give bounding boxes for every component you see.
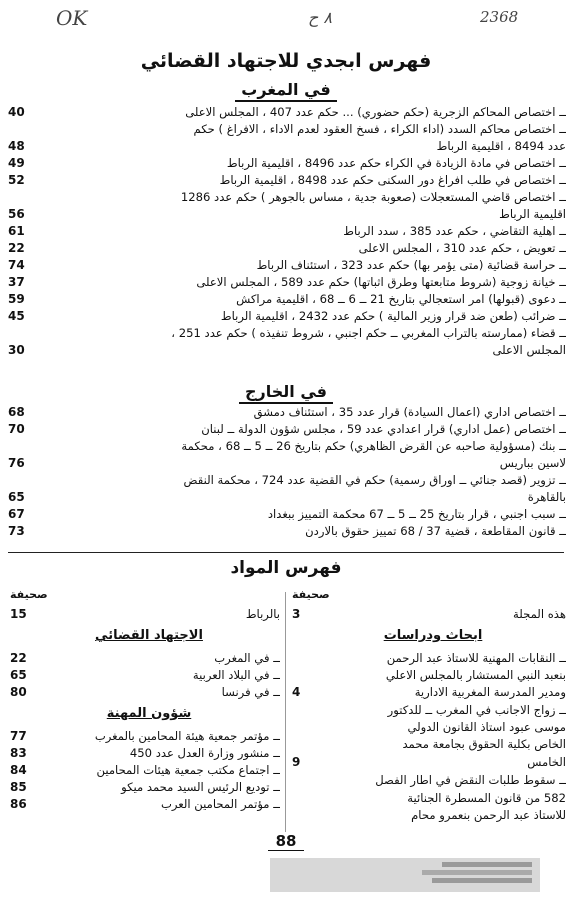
index-row-page: 59 xyxy=(8,292,25,306)
materials-section-heading xyxy=(8,628,280,644)
page-column-label-left: صحيفة xyxy=(10,588,48,601)
materials-entry-text: للاستاذ عبد الرحمن بنعمرو محام xyxy=(411,808,566,822)
index-row xyxy=(6,325,566,341)
index-row-text: ــ حراسة قضائية (متى يؤمر بها) حكم عدد 323 ، استئناف الرباط xyxy=(256,258,566,272)
materials-entry xyxy=(8,650,280,666)
materials-entry-page: 9 xyxy=(292,755,301,769)
section-heading-morocco: في المغرب xyxy=(0,80,572,102)
materials-entry-text: ــ مؤتمر جمعية هيئة المحامين بالمغرب xyxy=(94,729,280,743)
index-row-text: ــ سبب اجنبي ، قرار بتاريخ 25 ــ 5 ــ 67 محكمة التمييز ببغداد xyxy=(267,507,566,521)
index-row-text: ــ اهلية التقاضي ، حكم عدد 385 ، سدد الرباط xyxy=(343,224,566,238)
index-row-text: ــ اختصاص قاضي المستعجلات (صعوبة جدية ، مساس بالجوهر ) حكم عدد 1286 xyxy=(180,190,566,204)
index-row xyxy=(6,506,566,522)
index-row-page: 68 xyxy=(8,405,25,419)
materials-entry-text: شؤون المهنة xyxy=(106,706,192,721)
index-row xyxy=(6,104,566,120)
materials-entry xyxy=(8,728,280,744)
index-row xyxy=(6,342,566,358)
materials-entry-text: ومدير المدرسة المغربية الادارية xyxy=(414,685,566,699)
materials-section-heading xyxy=(290,628,566,644)
materials-entry xyxy=(290,684,566,700)
index-row-page: 74 xyxy=(8,258,25,272)
materials-entry-text: ــ في البلاد العربية xyxy=(192,668,280,682)
materials-entry-text: ــ مؤتمر المحامين العرب xyxy=(160,797,280,811)
materials-entry xyxy=(290,719,566,735)
index-row-page: 67 xyxy=(8,507,25,521)
section-heading-abroad: في الخارج xyxy=(0,382,572,404)
materials-entry xyxy=(290,702,566,718)
materials-entry-text: الخامس xyxy=(527,755,566,769)
index-row-page: 56 xyxy=(8,207,25,221)
index-row xyxy=(6,404,566,420)
index-row-page: 61 xyxy=(8,224,25,238)
materials-entry xyxy=(290,790,566,806)
index-row-text: عدد 8494 ، اقليمية الرباط xyxy=(436,139,566,153)
column-divider xyxy=(285,592,286,832)
materials-section-heading xyxy=(8,706,280,722)
materials-entry-page: 86 xyxy=(10,797,27,811)
index-row-text: اقليمية الرباط xyxy=(499,207,566,221)
materials-entry-text: ــ زواج الاجانب في المغرب ــ للدكتور xyxy=(387,703,566,717)
index-row-page: 73 xyxy=(8,524,25,538)
materials-entry xyxy=(8,667,280,683)
materials-entry-text: ــ النقابات المهنية للاستاذ عبد الرحمن xyxy=(386,651,566,665)
index-row-page: 22 xyxy=(8,241,25,255)
index-row xyxy=(6,172,566,188)
materials-entry-text: ــ توديع الرئيس السيد محمد ميكو xyxy=(121,780,280,794)
index-row-text: ــ ضرائب (طعن ضد قرار وزير المالية ) حكم عدد 2432 ، اقليمية الرباط xyxy=(220,309,566,323)
index-row-text: بالقاهرة xyxy=(527,490,566,504)
index-row-page: 76 xyxy=(8,456,25,470)
materials-entry-text: ابحاث ودراسات xyxy=(383,628,483,643)
materials-entry-text: 582 من قانون المسطرة الجنائية xyxy=(407,791,566,805)
index-row xyxy=(6,206,566,222)
materials-entry xyxy=(290,807,566,823)
materials-entry xyxy=(8,745,280,761)
materials-entry xyxy=(290,736,566,752)
index-row-text: ــ اختصاص اداري (اعمال السيادة) قرار عدد 35 ، استئناف دمشق xyxy=(253,405,566,419)
index-row xyxy=(6,291,566,307)
materials-entry xyxy=(290,606,566,622)
materials-entry-text: ــ سقوط طلبات النقض في اطار الفصل xyxy=(375,773,566,787)
index-row xyxy=(6,121,566,137)
index-row xyxy=(6,138,566,154)
materials-entry xyxy=(8,684,280,700)
index-row-page: 52 xyxy=(8,173,25,187)
index-row xyxy=(6,438,566,454)
index-row xyxy=(6,257,566,273)
index-row-page: 45 xyxy=(8,309,25,323)
index-row xyxy=(6,155,566,171)
page-column-label-right: صحيفة xyxy=(292,588,330,601)
materials-entry-text: ــ منشور وزارة العدل عدد 450 xyxy=(129,746,280,760)
materials-entry-text: ــ في فرنسا xyxy=(221,685,280,699)
materials-entry-text: الاجتهاد القضائي xyxy=(95,628,203,643)
materials-entry-text: ــ اجتماع مكتب جمعية هيئات المحامين xyxy=(96,763,280,777)
materials-entry-page: 15 xyxy=(10,607,27,621)
index-row-text: لاسين بباريس xyxy=(499,456,566,470)
index-row-text: ــ اختصاص في طلب افراغ دور السكنى حكم عدد 8498 ، اقليمية الرباط xyxy=(219,173,566,187)
materials-entry-page: 84 xyxy=(10,763,27,777)
index-row xyxy=(6,489,566,505)
materials-entry xyxy=(8,762,280,778)
materials-entry-page: 4 xyxy=(292,685,301,699)
index-row-text: ــ قانون المقاطعة ، قضية 37 / 68 تمييز حقوق بالاردن xyxy=(305,524,566,538)
handwritten-mark-right: 2368 xyxy=(480,8,519,26)
index-row-text: ــ دعوى (قبولها) امر استعجالي بتاريخ 21 ــ 6 ــ 68 ، اقليمية مراكش xyxy=(236,292,566,306)
handwritten-mark-middle: ٨ ح xyxy=(308,8,333,27)
index-row-text: ــ اختصاص المحاكم الزجرية (حكم حضوري) ... حكم عدد 407 ، المجلس الاعلى xyxy=(185,105,566,119)
materials-entry-page: 77 xyxy=(10,729,27,743)
index-row xyxy=(6,240,566,256)
index-row-text: ــ اختصاص (عمل اداري) قرار اعدادي عدد 59 ، مجلس شؤون الدولة ــ لبنان xyxy=(201,422,566,436)
index-row-page: 37 xyxy=(8,275,25,289)
index-row-page: 65 xyxy=(8,490,25,504)
index-row-page: 40 xyxy=(8,105,25,119)
materials-entry xyxy=(290,667,566,683)
divider-line xyxy=(8,552,564,553)
index-row xyxy=(6,523,566,539)
materials-entry-text: بنعبد النبي المستشار بالمجلس الاعلي xyxy=(385,668,566,682)
materials-entry-text: الخاص بكلية الحقوق بجامعة محمد xyxy=(402,737,566,751)
index-row-page: 49 xyxy=(8,156,25,170)
page-title: فهرس ابجدي للاجتهاد القضائي xyxy=(140,50,432,72)
page-number: 88 xyxy=(256,832,316,850)
index-row-page: 48 xyxy=(8,139,25,153)
index-row-text: ــ بنك (مسؤولية صاحبه عن القرض الظاهري) حكم بتاريخ 26 ــ 5 ــ 68 ، محكمة xyxy=(181,439,566,453)
materials-entry xyxy=(8,796,280,812)
materials-entry-page: 83 xyxy=(10,746,27,760)
index-row xyxy=(6,472,566,488)
index-row-text: ــ خيانة زوجية (شروط متابعتها وطرق اثباتها) حكم عدد 589 ، المجلس الاعلى xyxy=(196,275,566,289)
index-row xyxy=(6,274,566,290)
materials-entry xyxy=(290,772,566,788)
materials-entry xyxy=(8,779,280,795)
index-row xyxy=(6,223,566,239)
library-stamp xyxy=(270,858,540,892)
index-row-page: 70 xyxy=(8,422,25,436)
index-row-text: ــ قضاء (ممارسته بالتراب المغربي ــ حكم اجنبي ، شروط تنفيذه ) حكم عدد 251 ، xyxy=(171,326,566,340)
materials-entry-text: بالرباط xyxy=(245,607,280,621)
index-row-page: 30 xyxy=(8,343,25,357)
index-row xyxy=(6,455,566,471)
index-row xyxy=(6,421,566,437)
materials-entry xyxy=(290,650,566,666)
materials-entry-page: 80 xyxy=(10,685,27,699)
materials-entry-page: 85 xyxy=(10,780,27,794)
materials-index-title: فهرس المواد xyxy=(230,558,342,578)
handwritten-mark-left: OK xyxy=(56,6,88,30)
index-row-text: ــ تعويض ، حكم عدد 310 ، المجلس الاعلى xyxy=(358,241,566,255)
index-row-text: ــ تزوير (قصد جنائي ــ اوراق رسمية) حكم في القضية عدد 724 ، محكمة النقض xyxy=(183,473,566,487)
materials-entry xyxy=(8,606,280,622)
index-row-text: ــ اختصاص في مادة الزيادة في الكراء حكم عدد 8496 ، اقليمية الرباط xyxy=(226,156,566,170)
materials-entry-page: 65 xyxy=(10,668,27,682)
materials-entry-text: هذه المجلة xyxy=(513,607,566,621)
materials-entry xyxy=(290,754,566,770)
index-row xyxy=(6,308,566,324)
index-row xyxy=(6,189,566,205)
index-row-text: ــ اختصاص محاكم السدد (اداء الكراء ، فسخ العقود لعدم الاداء ، الافراغ ) حكم xyxy=(193,122,566,136)
materials-entry-text: ــ في المغرب xyxy=(214,651,280,665)
materials-entry-text: موسى عبود استاذ القانون الدولي xyxy=(407,720,566,734)
materials-entry-page: 3 xyxy=(292,607,301,621)
materials-entry-page: 22 xyxy=(10,651,27,665)
index-row-text: المجلس الاعلى xyxy=(492,343,566,357)
